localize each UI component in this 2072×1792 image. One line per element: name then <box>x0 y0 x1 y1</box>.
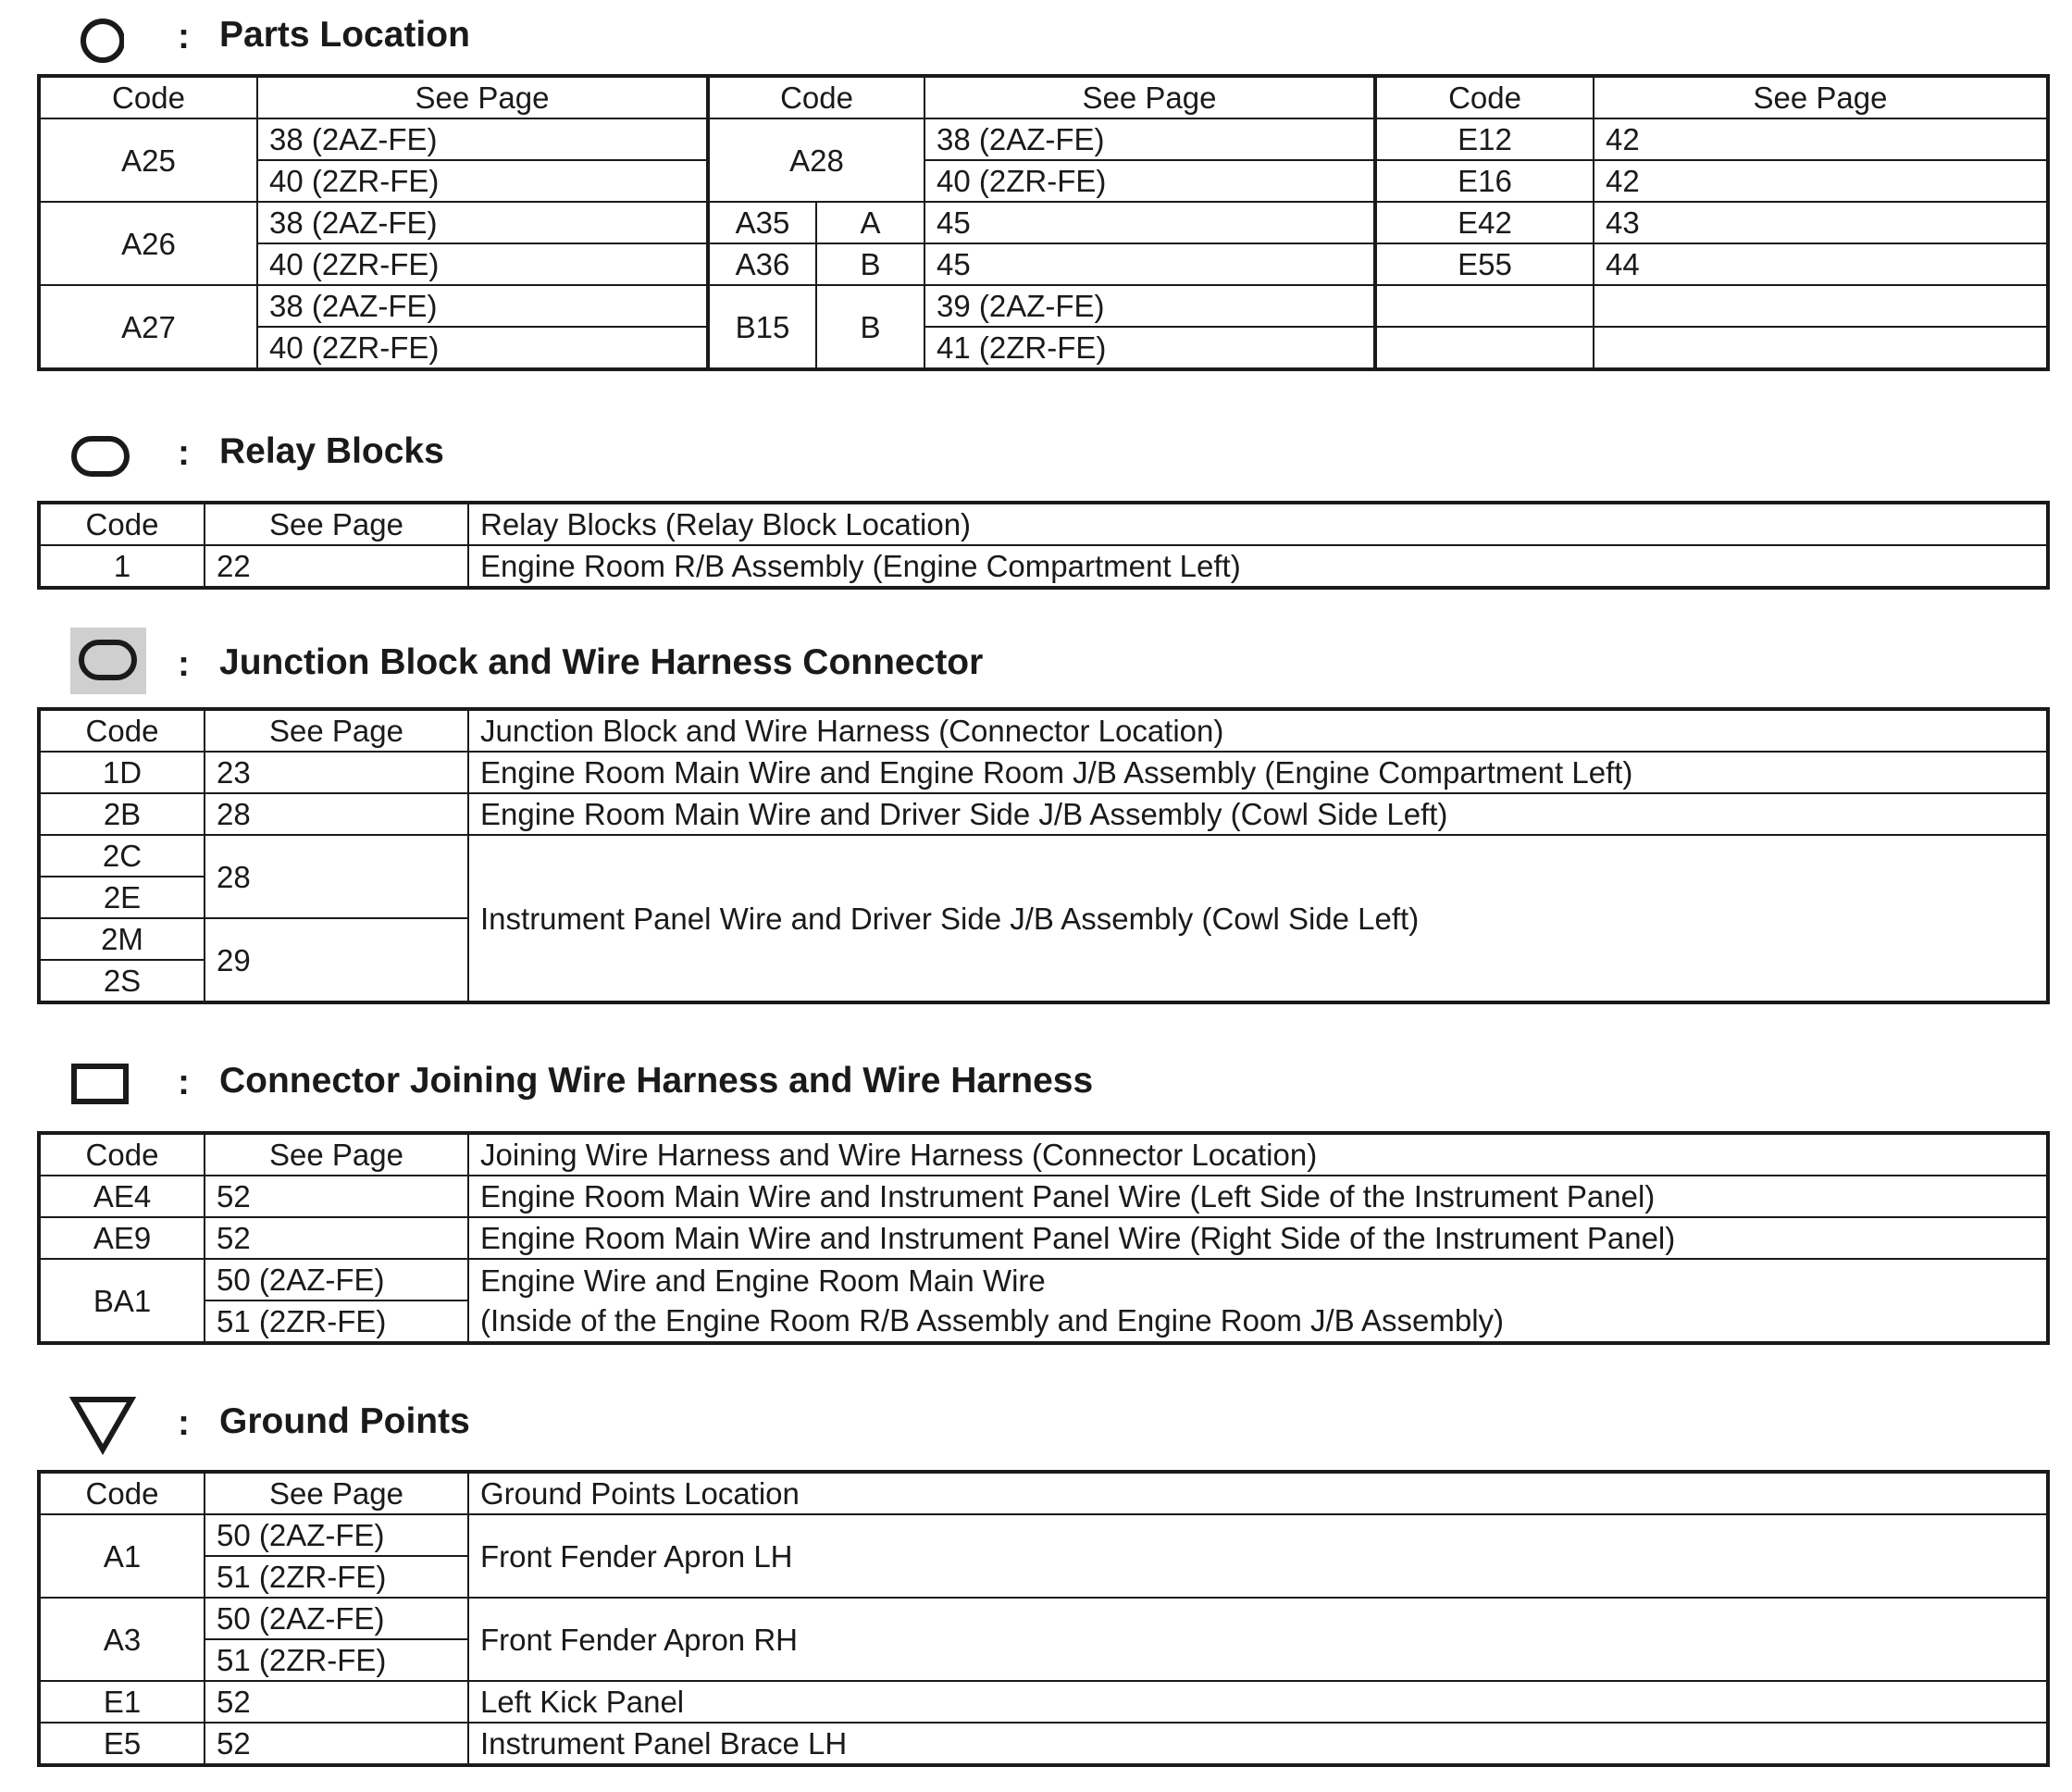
code-cell: A36 <box>708 243 816 285</box>
table-row <box>39 752 2048 793</box>
table-row <box>39 835 2048 877</box>
triangle-down-icon <box>68 1394 143 1455</box>
header-code: Code <box>39 76 257 118</box>
table-header-row <box>39 76 2048 118</box>
page-cell: 23 <box>205 752 468 793</box>
table-row <box>39 1681 2048 1723</box>
code-cell: A28 <box>708 118 924 202</box>
page-cell: 41 (2ZR-FE) <box>924 327 1375 369</box>
page-cell: 43 <box>1594 202 2048 243</box>
table-row <box>39 1514 2048 1556</box>
description-cell: Instrument Panel Wire and Driver Side J/B Assembly (Cowl Side Left) <box>468 835 2048 1002</box>
section-title: Connector Joining Wire Harness and Wire Harness <box>219 1061 1094 1101</box>
square-icon <box>68 1057 133 1113</box>
table-row <box>39 1723 2048 1765</box>
description-line: (Inside of the Engine Room R/B Assembly and Engine Room J/B Assembly) <box>480 1303 1505 1338</box>
table-row <box>39 1217 2048 1259</box>
description-cell: Front Fender Apron LH <box>468 1514 2048 1598</box>
ground-points-table <box>37 1470 2050 1767</box>
section-title: Junction Block and Wire Harness Connector <box>219 642 984 682</box>
section-title: Ground Points <box>219 1401 470 1441</box>
description-cell: Engine Room Main Wire and Instrument Panel Wire (Left Side of the Instrument Panel) <box>468 1176 2048 1217</box>
code-cell: A3 <box>39 1598 205 1681</box>
code-cell: A26 <box>39 202 257 285</box>
page-cell: 50 (2AZ-FE) <box>205 1598 468 1639</box>
code-cell: AE9 <box>39 1217 205 1259</box>
page-cell: 39 (2AZ-FE) <box>924 285 1375 327</box>
header-code: Code <box>39 503 205 545</box>
sub-code-cell: B <box>816 285 924 369</box>
description-line: Engine Wire and Engine Room Main Wire <box>480 1263 1046 1298</box>
page-cell: 50 (2AZ-FE) <box>205 1259 468 1300</box>
table-row <box>39 327 2048 369</box>
code-cell: 2C <box>39 835 205 877</box>
description-cell: Left Kick Panel <box>468 1681 2048 1723</box>
junction-block-table <box>37 707 2050 1004</box>
section-header-connector-joining <box>68 1057 2012 1116</box>
header-description: Ground Points Location <box>468 1472 2048 1514</box>
page-cell: 22 <box>205 545 468 588</box>
page-cell: 45 <box>924 202 1375 243</box>
header-code: Code <box>708 76 924 118</box>
header-code: Code <box>1375 76 1594 118</box>
code-cell: BA1 <box>39 1259 205 1343</box>
page-cell: 52 <box>205 1217 468 1259</box>
table-row <box>39 545 2048 588</box>
header-see-page: See Page <box>1594 76 2048 118</box>
section-title: Parts Location <box>219 15 470 55</box>
header-see-page: See Page <box>205 1133 468 1176</box>
code-cell: A35 <box>708 202 816 243</box>
empty-cell <box>1594 285 2048 327</box>
description-cell: Front Fender Apron RH <box>468 1598 2048 1681</box>
page-cell: 40 (2ZR-FE) <box>924 160 1375 202</box>
table-row <box>39 1598 2048 1639</box>
page-cell: 44 <box>1594 243 2048 285</box>
empty-cell <box>1375 327 1594 369</box>
section-colon: : <box>178 433 190 473</box>
empty-cell <box>1375 285 1594 327</box>
code-cell: A25 <box>39 118 257 202</box>
page-cell: 51 (2ZR-FE) <box>205 1639 468 1681</box>
code-cell: AE4 <box>39 1176 205 1217</box>
description-cell: Engine Room Main Wire and Instrument Panel Wire (Right Side of the Instrument Panel) <box>468 1217 2048 1259</box>
relay-blocks-table <box>37 501 2050 590</box>
header-see-page: See Page <box>205 709 468 752</box>
header-see-page: See Page <box>205 503 468 545</box>
code-cell: B15 <box>708 285 816 369</box>
page-cell: 29 <box>205 918 468 1002</box>
table-row <box>39 118 2048 160</box>
page-cell: 40 (2ZR-FE) <box>257 243 708 285</box>
header-see-page: See Page <box>924 76 1375 118</box>
code-cell: 2S <box>39 960 205 1002</box>
header-description: Junction Block and Wire Harness (Connector Location) <box>468 709 2048 752</box>
code-cell: E16 <box>1375 160 1594 202</box>
header-see-page: See Page <box>205 1472 468 1514</box>
header-description: Relay Blocks (Relay Block Location) <box>468 503 2048 545</box>
table-row <box>39 202 2048 243</box>
page-cell: 40 (2ZR-FE) <box>257 327 708 369</box>
code-cell: E55 <box>1375 243 1594 285</box>
page-cell: 42 <box>1594 160 2048 202</box>
table-row <box>39 1176 2048 1217</box>
table-header-row <box>39 1472 2048 1514</box>
page-cell: 51 (2ZR-FE) <box>205 1300 468 1343</box>
section-header-junction-block <box>68 628 2012 687</box>
table-header-row <box>39 709 2048 752</box>
empty-cell <box>1594 327 2048 369</box>
section-colon: : <box>178 644 190 684</box>
description-cell: Engine Room Main Wire and Driver Side J/B Assembly (Cowl Side Left) <box>468 793 2048 835</box>
section-colon: : <box>178 1063 190 1102</box>
code-cell: E1 <box>39 1681 205 1723</box>
code-cell: E12 <box>1375 118 1594 160</box>
table-row <box>39 1259 2048 1300</box>
table-row <box>39 160 2048 202</box>
page-cell: 45 <box>924 243 1375 285</box>
page-cell: 38 (2AZ-FE) <box>257 285 708 327</box>
section-colon: : <box>178 17 190 56</box>
page-cell: 28 <box>205 835 468 918</box>
page-cell: 38 (2AZ-FE) <box>257 118 708 160</box>
parts-location-table <box>37 74 2050 371</box>
page-cell: 38 (2AZ-FE) <box>924 118 1375 160</box>
connector-joining-table <box>37 1131 2050 1345</box>
code-cell: E42 <box>1375 202 1594 243</box>
shaded-rounded-rect-icon <box>68 628 148 694</box>
header-code: Code <box>39 709 205 752</box>
description-cell: Engine Room Main Wire and Engine Room J/B Assembly (Engine Compartment Left) <box>468 752 2048 793</box>
table-header-row <box>39 503 2048 545</box>
page-cell: 52 <box>205 1681 468 1723</box>
page-cell: 52 <box>205 1723 468 1765</box>
code-cell: E5 <box>39 1723 205 1765</box>
page-cell: 51 (2ZR-FE) <box>205 1556 468 1598</box>
code-cell: A1 <box>39 1514 205 1598</box>
description-cell <box>468 1259 2048 1343</box>
section-header-parts-location <box>68 11 2012 70</box>
page-cell: 42 <box>1594 118 2048 160</box>
page-cell: 50 (2AZ-FE) <box>205 1514 468 1556</box>
code-cell: 1D <box>39 752 205 793</box>
sub-code-cell: A <box>816 202 924 243</box>
code-cell: 2B <box>39 793 205 835</box>
code-cell: 2M <box>39 918 205 960</box>
header-see-page: See Page <box>257 76 708 118</box>
header-code: Code <box>39 1472 205 1514</box>
page-cell: 40 (2ZR-FE) <box>257 160 708 202</box>
table-header-row <box>39 1133 2048 1176</box>
table-row <box>39 793 2048 835</box>
code-cell: 2E <box>39 877 205 918</box>
header-description: Joining Wire Harness and Wire Harness (Connector Location) <box>468 1133 2048 1176</box>
table-row <box>39 243 2048 285</box>
code-cell: A27 <box>39 285 257 369</box>
sub-code-cell: B <box>816 243 924 285</box>
circle-icon <box>68 11 124 67</box>
section-title: Relay Blocks <box>219 431 444 471</box>
section-header-ground-points <box>68 1394 2012 1453</box>
page-cell: 28 <box>205 793 468 835</box>
header-code: Code <box>39 1133 205 1176</box>
rounded-rect-icon <box>68 428 133 483</box>
description-cell: Engine Room R/B Assembly (Engine Compartment Left) <box>468 545 2048 588</box>
table-row <box>39 285 2048 327</box>
page-cell: 52 <box>205 1176 468 1217</box>
description-cell: Instrument Panel Brace LH <box>468 1723 2048 1765</box>
section-header-relay-blocks <box>68 428 2012 487</box>
section-colon: : <box>178 1403 190 1443</box>
code-cell: 1 <box>39 545 205 588</box>
page-cell: 38 (2AZ-FE) <box>257 202 708 243</box>
